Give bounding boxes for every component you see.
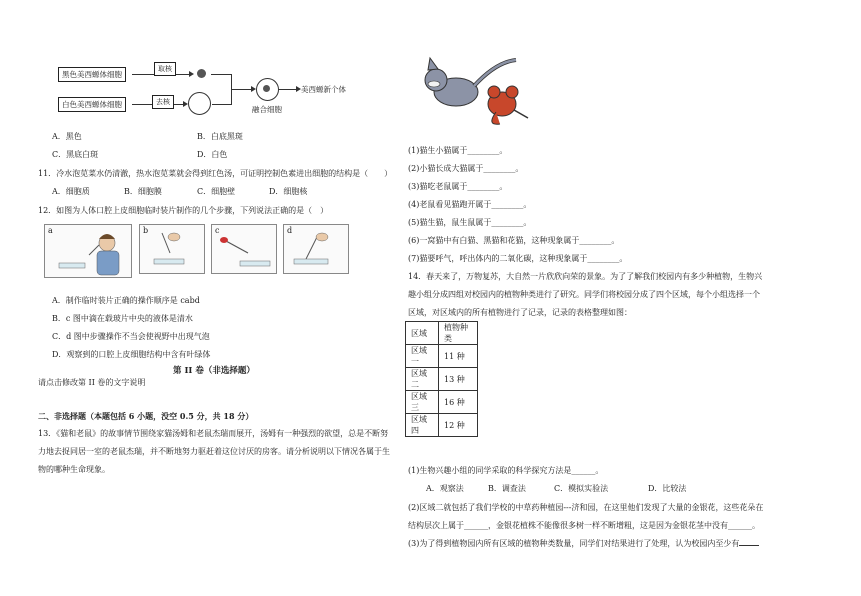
q14-sub1-option-a: A．观察法: [426, 484, 464, 493]
table-cell: 区域一: [406, 345, 439, 368]
q14-sub2-line-1: (2)区域二就包括了我们学校的中草药种植园---济和园，在这里他们发现了大量的金银花，这些花朵在: [408, 503, 764, 512]
step-a-image: [44, 224, 132, 278]
enucleated-cell: [188, 92, 211, 115]
join-line-top: [211, 74, 231, 75]
q13-sub-4: (4)老鼠看见猫跑开属于________。: [408, 200, 532, 209]
table-cell: 区域二: [406, 368, 439, 391]
q13-line-2: 力地去捉同居一室的老鼠杰瑞，并不断地努力驱赶着这位讨厌的房客。请分析说明以下情况各属于生: [38, 447, 390, 456]
q13-sub-3: (3)猫吃老鼠属于________。: [408, 182, 508, 191]
part2-title: 第 II 卷（非选择题）: [173, 366, 255, 376]
table-row: [406, 391, 478, 414]
q13-sub-6: (6)一窝猫中有白猫、黑猫和花猫，这种现象属于________。: [408, 236, 620, 245]
q14-sub2-line-2: 结构层次上属于______，金银花植株不能像很多树一样不断增粗，这是因为金银花茎中没有______。: [408, 521, 760, 530]
arrow-fuse: [232, 89, 252, 90]
table-cell: 16 种: [439, 391, 478, 414]
q10-option-c: C．黑底白斑: [52, 150, 99, 159]
table-cell: 区域四: [406, 414, 439, 437]
q14-sub-1: (1)生物兴趣小组的同学采取的科学探究方法是______。: [408, 466, 604, 475]
q11-option-c: C．细胞壁: [197, 187, 236, 196]
table-row: [406, 368, 478, 391]
fused-nucleus: [263, 85, 270, 92]
step-label-b: b: [143, 226, 149, 235]
q14-sub-3: [408, 538, 759, 549]
q14-line-2: 趣小组分成四组对校园内的植物种类进行了研究。同学们将校园分成了四个区域，每个小组选择一个: [408, 290, 760, 299]
part2-note: 请点击修改第 II 卷的文字说明: [38, 378, 146, 387]
table-cell: 12 种: [439, 414, 478, 437]
q14-sub1-option-d: D．比较法: [648, 484, 687, 493]
take-nucleus-label: 取核: [154, 62, 176, 76]
q10-option-b: B．白底黑斑: [197, 132, 243, 141]
table-cell: 区域三: [406, 391, 439, 414]
section-heading: 二、非选择题（本题包括 6 小题，没空 0.5 分，共 18 分）: [38, 411, 254, 421]
answer-blank: [739, 545, 759, 546]
q14-line-1: 14．春天来了，万物复苏，大自然一片欣欣向荣的景象。为了了解我们校园内有多少种植物，生物兴: [408, 272, 763, 281]
table-cell: 13 种: [439, 368, 478, 391]
table-cell: 11 种: [439, 345, 478, 368]
table-row: [406, 414, 478, 437]
q14-line-3: 区域，对区域内的所有植物进行了记录，记录的表格整理如图：: [408, 308, 632, 317]
q11-stem: 11．冷水泡苋菜水仍清澈，热水泡苋菜就会得到红色汤，可证明控制色素进出细胞的结构是（ ）: [38, 169, 393, 178]
q12-option-d: D．观察到的口腔上皮细胞结构中含有叶绿体: [52, 350, 211, 359]
new-individual-label: 美西螈新个体: [301, 85, 346, 94]
plant-species-table: [405, 321, 478, 437]
q10-option-d: D．白色: [197, 150, 228, 159]
step-c-image: [211, 224, 277, 274]
step-label-c: c: [215, 226, 220, 235]
q12-option-a: A．制作临时装片正确的操作顺序是 cabd: [52, 296, 200, 305]
white-cell-label: 白色美西螈体细胞: [58, 97, 126, 112]
remove-nucleus-label: 去核: [152, 95, 174, 109]
step-label-a: a: [48, 226, 53, 235]
q12-option-c: C．d 图中步骤操作不当会使视野中出现气泡: [52, 332, 210, 341]
table-row: [406, 345, 478, 368]
q12-stem: 12．如图为人体口腔上皮细胞临时装片制作的几个步骤，下列说法正确的是（ ）: [38, 206, 329, 215]
q10-option-a: A．黑色: [52, 132, 82, 141]
q13-sub-1: (1)猫生小猫属于________。: [408, 146, 508, 155]
q13-sub-2: (2)小猫长成大猫属于________。: [408, 164, 524, 173]
q12-option-b: B．c 图中滴在载玻片中央的液体是清水: [52, 314, 193, 323]
q11-option-a: A．细胞质: [52, 187, 90, 196]
black-cell-label: 黑色美西螈体细胞: [58, 67, 126, 82]
arrow-new: [279, 89, 297, 90]
join-line-bottom: [212, 104, 231, 105]
cat-and-mouse-illustration: [416, 52, 536, 132]
black-nucleus: [197, 69, 206, 78]
table-header-cell: 区域: [406, 322, 439, 345]
q13-line-1: 13．《猫和老鼠》的故事情节围绕家猫汤姆和老鼠杰瑞而展开，汤姆有一种强烈的欲望，总是不断努: [38, 429, 389, 438]
q14-sub1-option-b: B．调查法: [488, 484, 526, 493]
step-label-d: d: [287, 226, 293, 235]
table-header-cell: 植物种类: [439, 322, 478, 345]
fused-cell-label: 融合细胞: [252, 105, 282, 114]
table-header-row: [406, 322, 478, 345]
q13-sub-5: (5)猫生猫，鼠生鼠属于________。: [408, 218, 532, 227]
q11-option-d: D．细胞核: [269, 187, 308, 196]
q14-sub1-option-c: C．模拟实验法: [554, 484, 609, 493]
q11-option-b: B．细胞膜: [124, 187, 162, 196]
q13-sub-7: (7)猫要呼气，呼出体内的二氧化碳，这种现象属于________。: [408, 254, 628, 263]
step-b-image: [139, 224, 205, 274]
step-d-image: [283, 224, 349, 274]
q14-sub3-text: (3)为了得到植物园内所有区域的植物种类数量，同学们对结果进行了处理，认为校园内至少有: [408, 539, 740, 548]
q13-line-3: 物的哪种生命现象。: [38, 465, 110, 474]
